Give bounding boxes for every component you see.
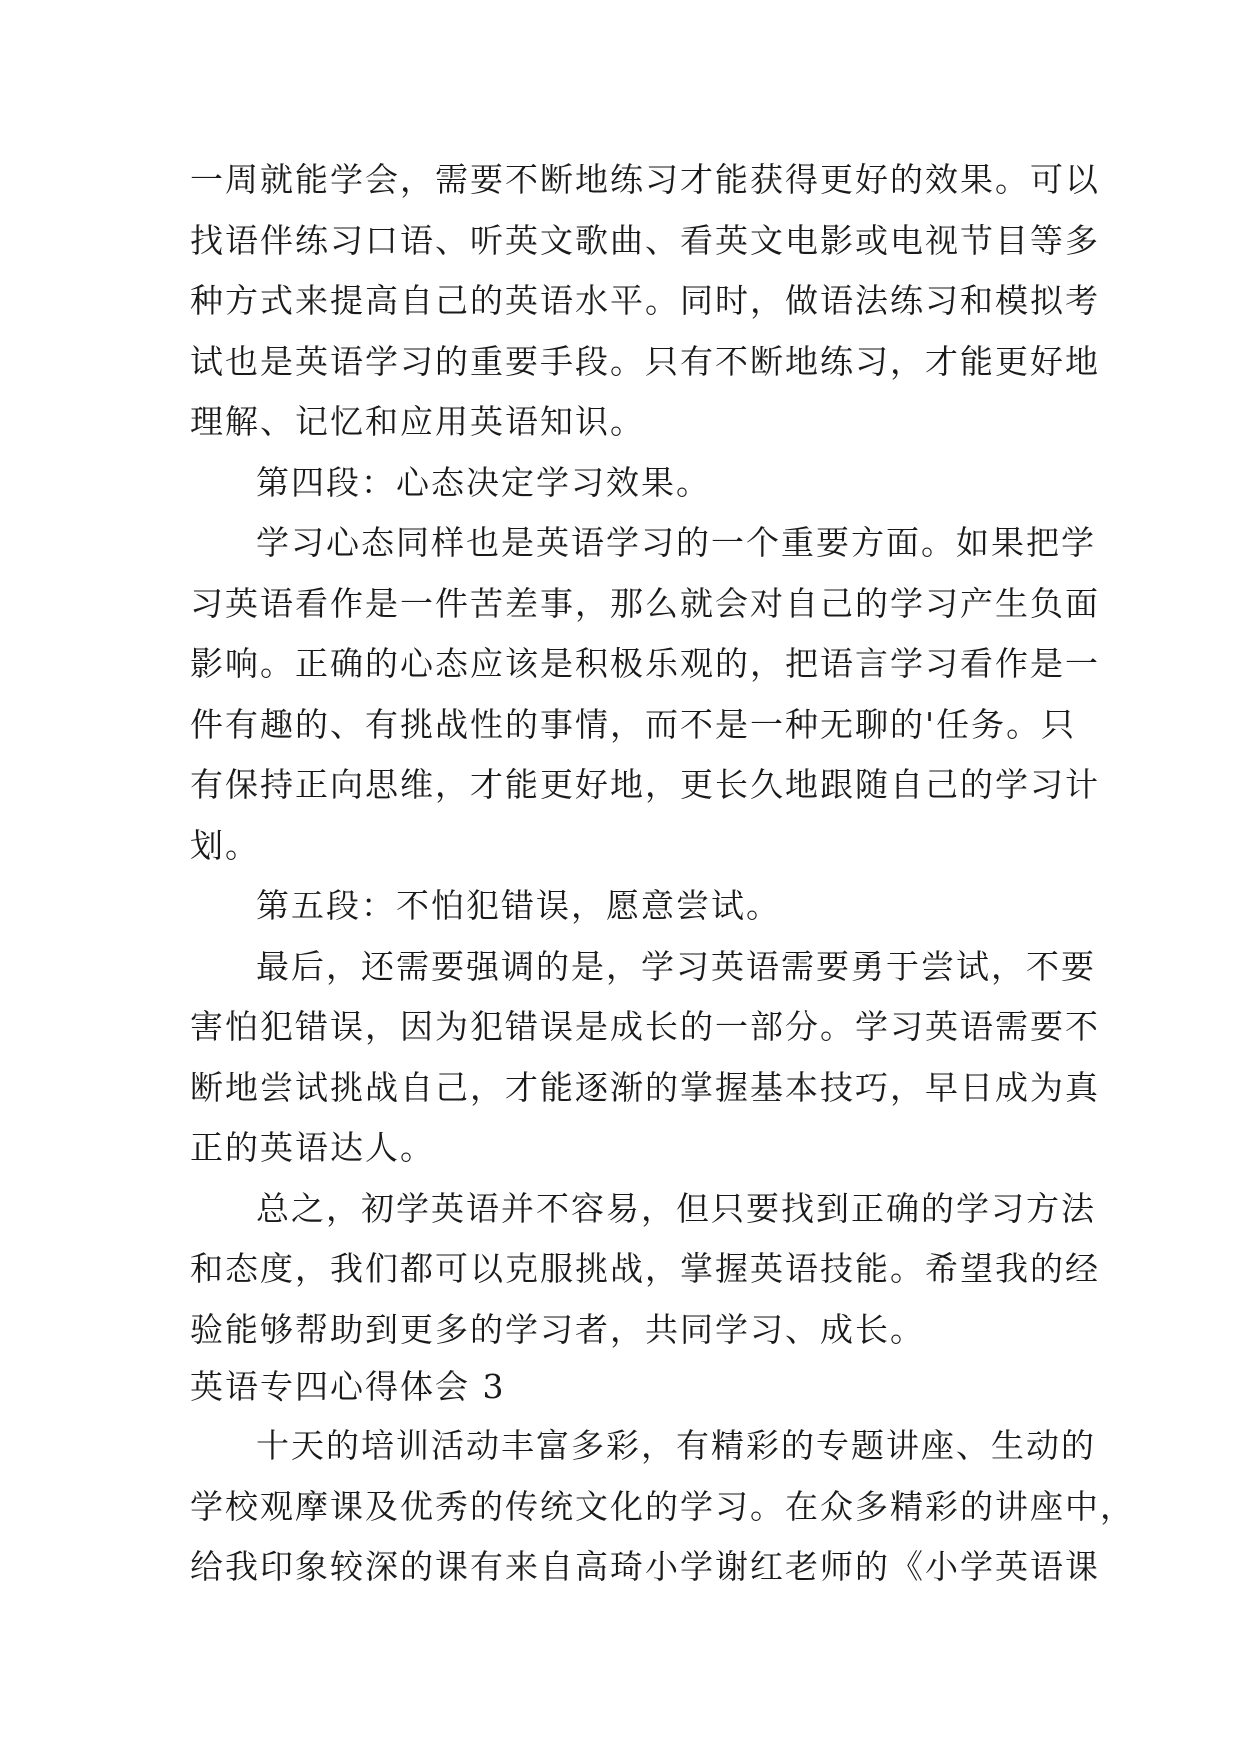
text-line: 断地尝试挑战自己，才能逐渐的掌握基本技巧，早日成为真 <box>190 1068 1100 1107</box>
text-line: 给我印象较深的课有来自高琦小学谢红老师的《小学英语课 <box>190 1547 1100 1586</box>
section-heading: 第五段：不怕犯错误，愿意尝试。 <box>256 886 781 925</box>
text-line: 学习心态同样也是英语学习的一个重要方面。如果把学 <box>256 523 1096 562</box>
text-line: 害怕犯错误，因为犯错误是成长的一部分。学习英语需要不 <box>190 1007 1100 1046</box>
text-line: 和态度，我们都可以克服挑战，掌握英语技能。希望我的经 <box>190 1249 1100 1288</box>
text-line: 试也是英语学习的重要手段。只有不断地练习，才能更好地 <box>190 342 1100 381</box>
text-line: 习英语看作是一件苦差事，那么就会对自己的学习产生负面 <box>190 584 1100 623</box>
text-line: 件有趣的、有挑战性的事情，而不是一种无聊的'任务。只 <box>190 705 1077 744</box>
text-line: 划。 <box>190 826 260 865</box>
text-line: 一周就能学会，需要不断地练习才能获得更好的效果。可以 <box>190 160 1100 199</box>
document-title: 英语专四心得体会 3 <box>190 1367 506 1406</box>
text-line: 找语伴练习口语、听英文歌曲、看英文电影或电视节目等多 <box>190 221 1100 260</box>
text-line: 种方式来提高自己的英语水平。同时，做语法练习和模拟考 <box>190 281 1100 320</box>
text-line: 学校观摩课及优秀的传统文化的学习。在众多精彩的讲座中， <box>190 1487 1135 1526</box>
section-heading: 第四段：心态决定学习效果。 <box>256 463 711 502</box>
text-line: 理解、记忆和应用英语知识。 <box>190 402 645 441</box>
text-line: 总之，初学英语并不容易，但只要找到正确的学习方法 <box>256 1189 1096 1228</box>
text-line: 最后，还需要强调的是，学习英语需要勇于尝试，不要 <box>256 947 1096 986</box>
text-line: 有保持正向思维，才能更好地，更长久地跟随自己的学习计 <box>190 765 1100 804</box>
text-line: 十天的培训活动丰富多彩，有精彩的专题讲座、生动的 <box>256 1426 1096 1465</box>
text-line: 验能够帮助到更多的学习者，共同学习、成长。 <box>190 1310 925 1349</box>
text-line: 正的英语达人。 <box>190 1128 435 1167</box>
text-line: 影响。正确的心态应该是积极乐观的，把语言学习看作是一 <box>190 644 1100 683</box>
